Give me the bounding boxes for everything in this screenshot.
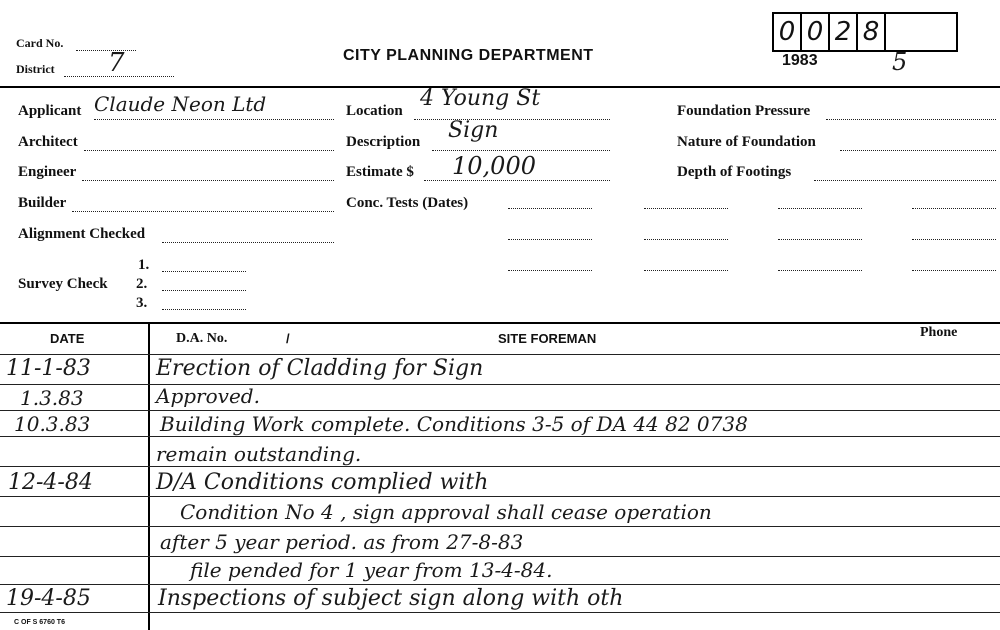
log-date: 12-4-84 bbox=[8, 470, 93, 495]
log-entry: Condition No 4 , sign approval shall cease operation bbox=[180, 500, 712, 524]
log-entry: D/A Conditions complied with bbox=[156, 470, 489, 495]
log-entry: Erection of Cladding for Sign bbox=[156, 356, 484, 381]
log-rule bbox=[0, 496, 1000, 497]
log-rule bbox=[0, 584, 1000, 585]
form-code: C OF S 6760 T6 bbox=[14, 619, 65, 626]
page-title: CITY PLANNING DEPARTMENT bbox=[343, 47, 594, 64]
engineer-line bbox=[82, 180, 334, 181]
location-label: Location bbox=[346, 103, 403, 119]
log-entry: after 5 year period. as from 27-8-83 bbox=[160, 530, 524, 554]
survey-label: Survey Check bbox=[18, 276, 108, 292]
log-entry: Approved. bbox=[156, 384, 260, 408]
location-line bbox=[414, 119, 610, 120]
district-label: District bbox=[16, 62, 55, 76]
architect-label: Architect bbox=[18, 134, 78, 150]
description-label: Description bbox=[346, 134, 421, 150]
architect-line bbox=[84, 150, 334, 151]
survey-line bbox=[162, 290, 246, 291]
survey-num: 1. bbox=[138, 257, 150, 273]
nature-foundation-line bbox=[840, 150, 996, 151]
estimate-label: Estimate $ bbox=[346, 164, 414, 180]
log-entry: file pended for 1 year from 13-4-84. bbox=[190, 558, 553, 582]
engineer-label: Engineer bbox=[18, 164, 77, 180]
foundation-pressure-label: Foundation Pressure bbox=[677, 103, 811, 119]
builder-line bbox=[72, 211, 334, 212]
nature-foundation-label: Nature of Foundation bbox=[677, 134, 816, 150]
card-digit: 0 bbox=[800, 12, 828, 52]
card-digit: 0 bbox=[772, 12, 800, 52]
district-value: 7 bbox=[108, 48, 125, 78]
card-digit: 2 bbox=[828, 12, 856, 52]
log-header-divider bbox=[0, 354, 1000, 355]
log-header-phone: Phone bbox=[920, 325, 958, 340]
log-entry: remain outstanding. bbox=[156, 442, 362, 466]
log-date: 1.3.83 bbox=[20, 386, 84, 410]
log-date: 10.3.83 bbox=[14, 412, 91, 436]
log-header-site-foreman: SITE FOREMAN bbox=[498, 331, 597, 346]
card-no-line bbox=[76, 50, 136, 51]
log-entry: Building Work complete. Conditions 3-5 of DA 44 82 0738 bbox=[160, 412, 748, 436]
log-rule bbox=[0, 612, 1000, 613]
log-top-border bbox=[0, 322, 1000, 324]
foundation-pressure-line bbox=[826, 119, 996, 120]
card-no-label: Card No. bbox=[16, 36, 64, 50]
log-rule bbox=[0, 556, 1000, 557]
log-header-da-slash: / bbox=[286, 331, 290, 346]
card-digit bbox=[884, 12, 958, 52]
log-rule bbox=[0, 410, 1000, 411]
log-rule bbox=[0, 466, 1000, 467]
log-rule bbox=[0, 436, 1000, 437]
depth-footings-label: Depth of Footings bbox=[677, 164, 792, 180]
applicant-label: Applicant bbox=[18, 103, 82, 119]
log-date: 11-1-83 bbox=[6, 356, 91, 381]
depth-footings-line bbox=[814, 180, 996, 181]
alignment-label: Alignment Checked bbox=[18, 226, 146, 242]
alignment-line bbox=[162, 242, 334, 243]
description-line bbox=[432, 150, 610, 151]
survey-num: 3. bbox=[136, 295, 148, 311]
conc-tests-label: Conc. Tests (Dates) bbox=[346, 195, 469, 211]
year: 1983 bbox=[782, 52, 818, 69]
log-header-date: DATE bbox=[50, 331, 85, 346]
estimate-line bbox=[424, 180, 610, 181]
estimate-value: 10,000 bbox=[452, 152, 536, 180]
applicant-value: Claude Neon Ltd bbox=[94, 92, 267, 116]
builder-label: Builder bbox=[18, 195, 67, 211]
log-rule bbox=[0, 526, 1000, 527]
applicant-line bbox=[94, 119, 334, 120]
survey-line bbox=[162, 309, 246, 310]
card-digit: 8 bbox=[856, 12, 884, 52]
survey-line bbox=[162, 271, 246, 272]
log-entry: Inspections of subject sign along with oth bbox=[158, 586, 624, 611]
location-value: 4 Young St bbox=[420, 86, 541, 111]
log-date: 19-4-85 bbox=[6, 586, 91, 611]
description-value: Sign bbox=[448, 118, 499, 143]
log-header-da-no: D.A. No. bbox=[176, 331, 228, 346]
log-rule bbox=[0, 384, 1000, 385]
survey-num: 2. bbox=[136, 276, 148, 292]
year-extra: 5 bbox=[892, 48, 908, 76]
